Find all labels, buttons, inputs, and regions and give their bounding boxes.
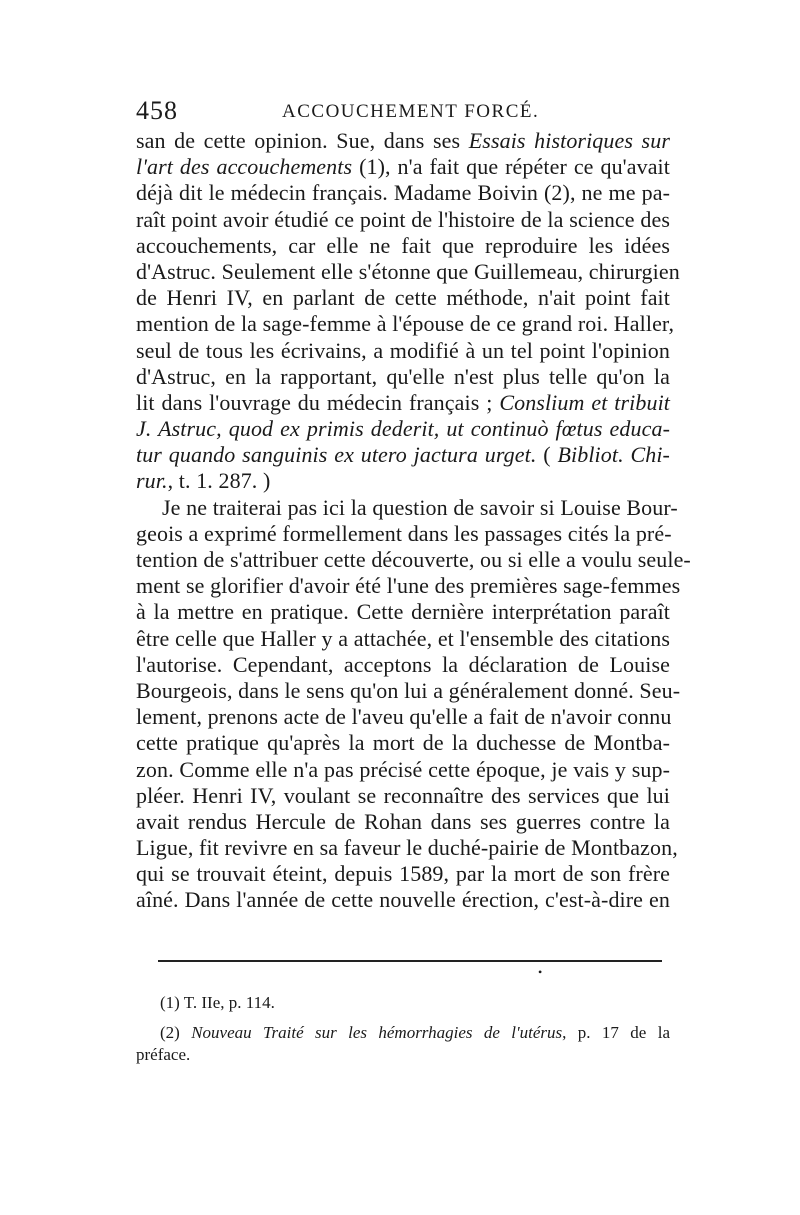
footnote-2-continuation: préface.	[136, 1045, 191, 1064]
text-line: mention de la sage-femme à l'épouse de ce grand roi. Haller,	[136, 311, 675, 337]
citation: rur.	[136, 468, 168, 494]
text-line: qui se trouvait éteint, depuis 1589, par la mort de son frère	[136, 861, 670, 887]
text-line: pléer. Henri IV, voulant se reconnaître des services que lui	[136, 782, 670, 808]
italic-title: l'art des accouchements	[136, 154, 353, 180]
latin-quote: J. Astruc, quod ex primis dederit, ut continuò fœtus educa-	[136, 416, 670, 442]
page-header	[136, 96, 666, 126]
text-line: san de cette opinion. Sue, dans ses Essais historiques sur	[136, 128, 670, 153]
text-line: déjà dit le médecin français. Madame Boivin (2), ne me pa-	[136, 180, 670, 206]
text-line	[136, 416, 670, 442]
text-line: être celle que Haller y a attachée, et l'ensemble des citations	[136, 625, 670, 651]
text-line: geois a exprimé formellement dans les passages cités la pré-	[136, 520, 672, 546]
text-line: lement, prenons acte de l'aveu qu'elle a fait de n'avoir connu	[136, 704, 672, 730]
text-line: Je ne traiterai pas ici la question de savoir si Louise Bour-	[162, 494, 678, 520]
text-line: accouchements, car elle ne fait que reproduire les idées	[136, 232, 670, 258]
text-line: à la mettre en pratique. Cette dernière interprétation paraît	[136, 599, 670, 625]
text-line: raît point avoir étudié ce point de l'histoire de la science des	[136, 206, 670, 232]
text-line: cette pratique qu'après la mort de la duchesse de Montba-	[136, 730, 670, 756]
footnote-1: (1) T. IIe, p. 114.	[160, 993, 275, 1012]
text-line: l'autorise. Cependant, acceptons la déclaration de Louise	[136, 651, 670, 677]
text-line: d'Astruc, en la rapportant, qu'elle n'est plus telle qu'on la	[136, 363, 670, 389]
running-title: ACCOUCHEMENT FORCÉ.	[282, 101, 540, 122]
text-line: d'Astruc. Seulement elle s'étonne que Guillemeau, chirurgien	[136, 258, 680, 284]
footnotes	[136, 992, 670, 1066]
text-line: aîné. Dans l'année de cette nouvelle érection, c'est-à-dire en	[136, 887, 670, 913]
footnote-divider	[158, 960, 662, 962]
text-line: rur., t. 1. 287. )	[136, 468, 271, 494]
latin-quote: Conslium et tribuit	[499, 389, 670, 415]
text-line: Bourgeois, dans le sens qu'on lui a généralement donné. Seu-	[136, 677, 681, 703]
italic-title: Essais historiques sur	[468, 128, 670, 153]
text-line: ment se glorifier d'avoir été l'une des premières sage-femmes	[136, 573, 681, 599]
text-line: zon. Comme elle n'a pas précisé cette époque, je vais y sup-	[136, 756, 670, 782]
page-number: 458	[136, 96, 178, 125]
text-line: Ligue, fit revivre en sa faveur le duché-pairie de Montbazon,	[136, 835, 678, 861]
text-line: de Henri IV, en parlant de cette méthode, n'ait point fait	[136, 285, 670, 311]
footnote-title: Nouveau Traité sur les hémorrhagies de l'utérus	[191, 1023, 563, 1042]
text-line: avait rendus Hercule de Rohan dans ses guerres contre la	[136, 808, 670, 834]
text-line: seul de tous les écrivains, a modifié à un tel point l'opinion	[136, 337, 670, 363]
citation: Bibliot. Chi-	[557, 442, 670, 468]
text-line: lit dans l'ouvrage du médecin français ; Conslium et tribuit	[136, 389, 670, 415]
text-line: tur quando sanguinis ex utero jactura urget. ( Bibliot. Chi-	[136, 442, 670, 468]
body-text	[136, 128, 691, 914]
divider-dot: •	[538, 965, 543, 979]
footnote-2: (2) Nouveau Traité sur les hémorrhagies de l'utérus, p. 17 de la	[160, 1023, 670, 1042]
latin-quote: tur quando sanguinis ex utero jactura urget.	[136, 442, 537, 468]
text-line: tention de s'attribuer cette découverte, ou si elle a voulu seule-	[136, 547, 691, 572]
text-line: l'art des accouchements (1), n'a fait que répéter ce qu'avait	[136, 154, 670, 180]
